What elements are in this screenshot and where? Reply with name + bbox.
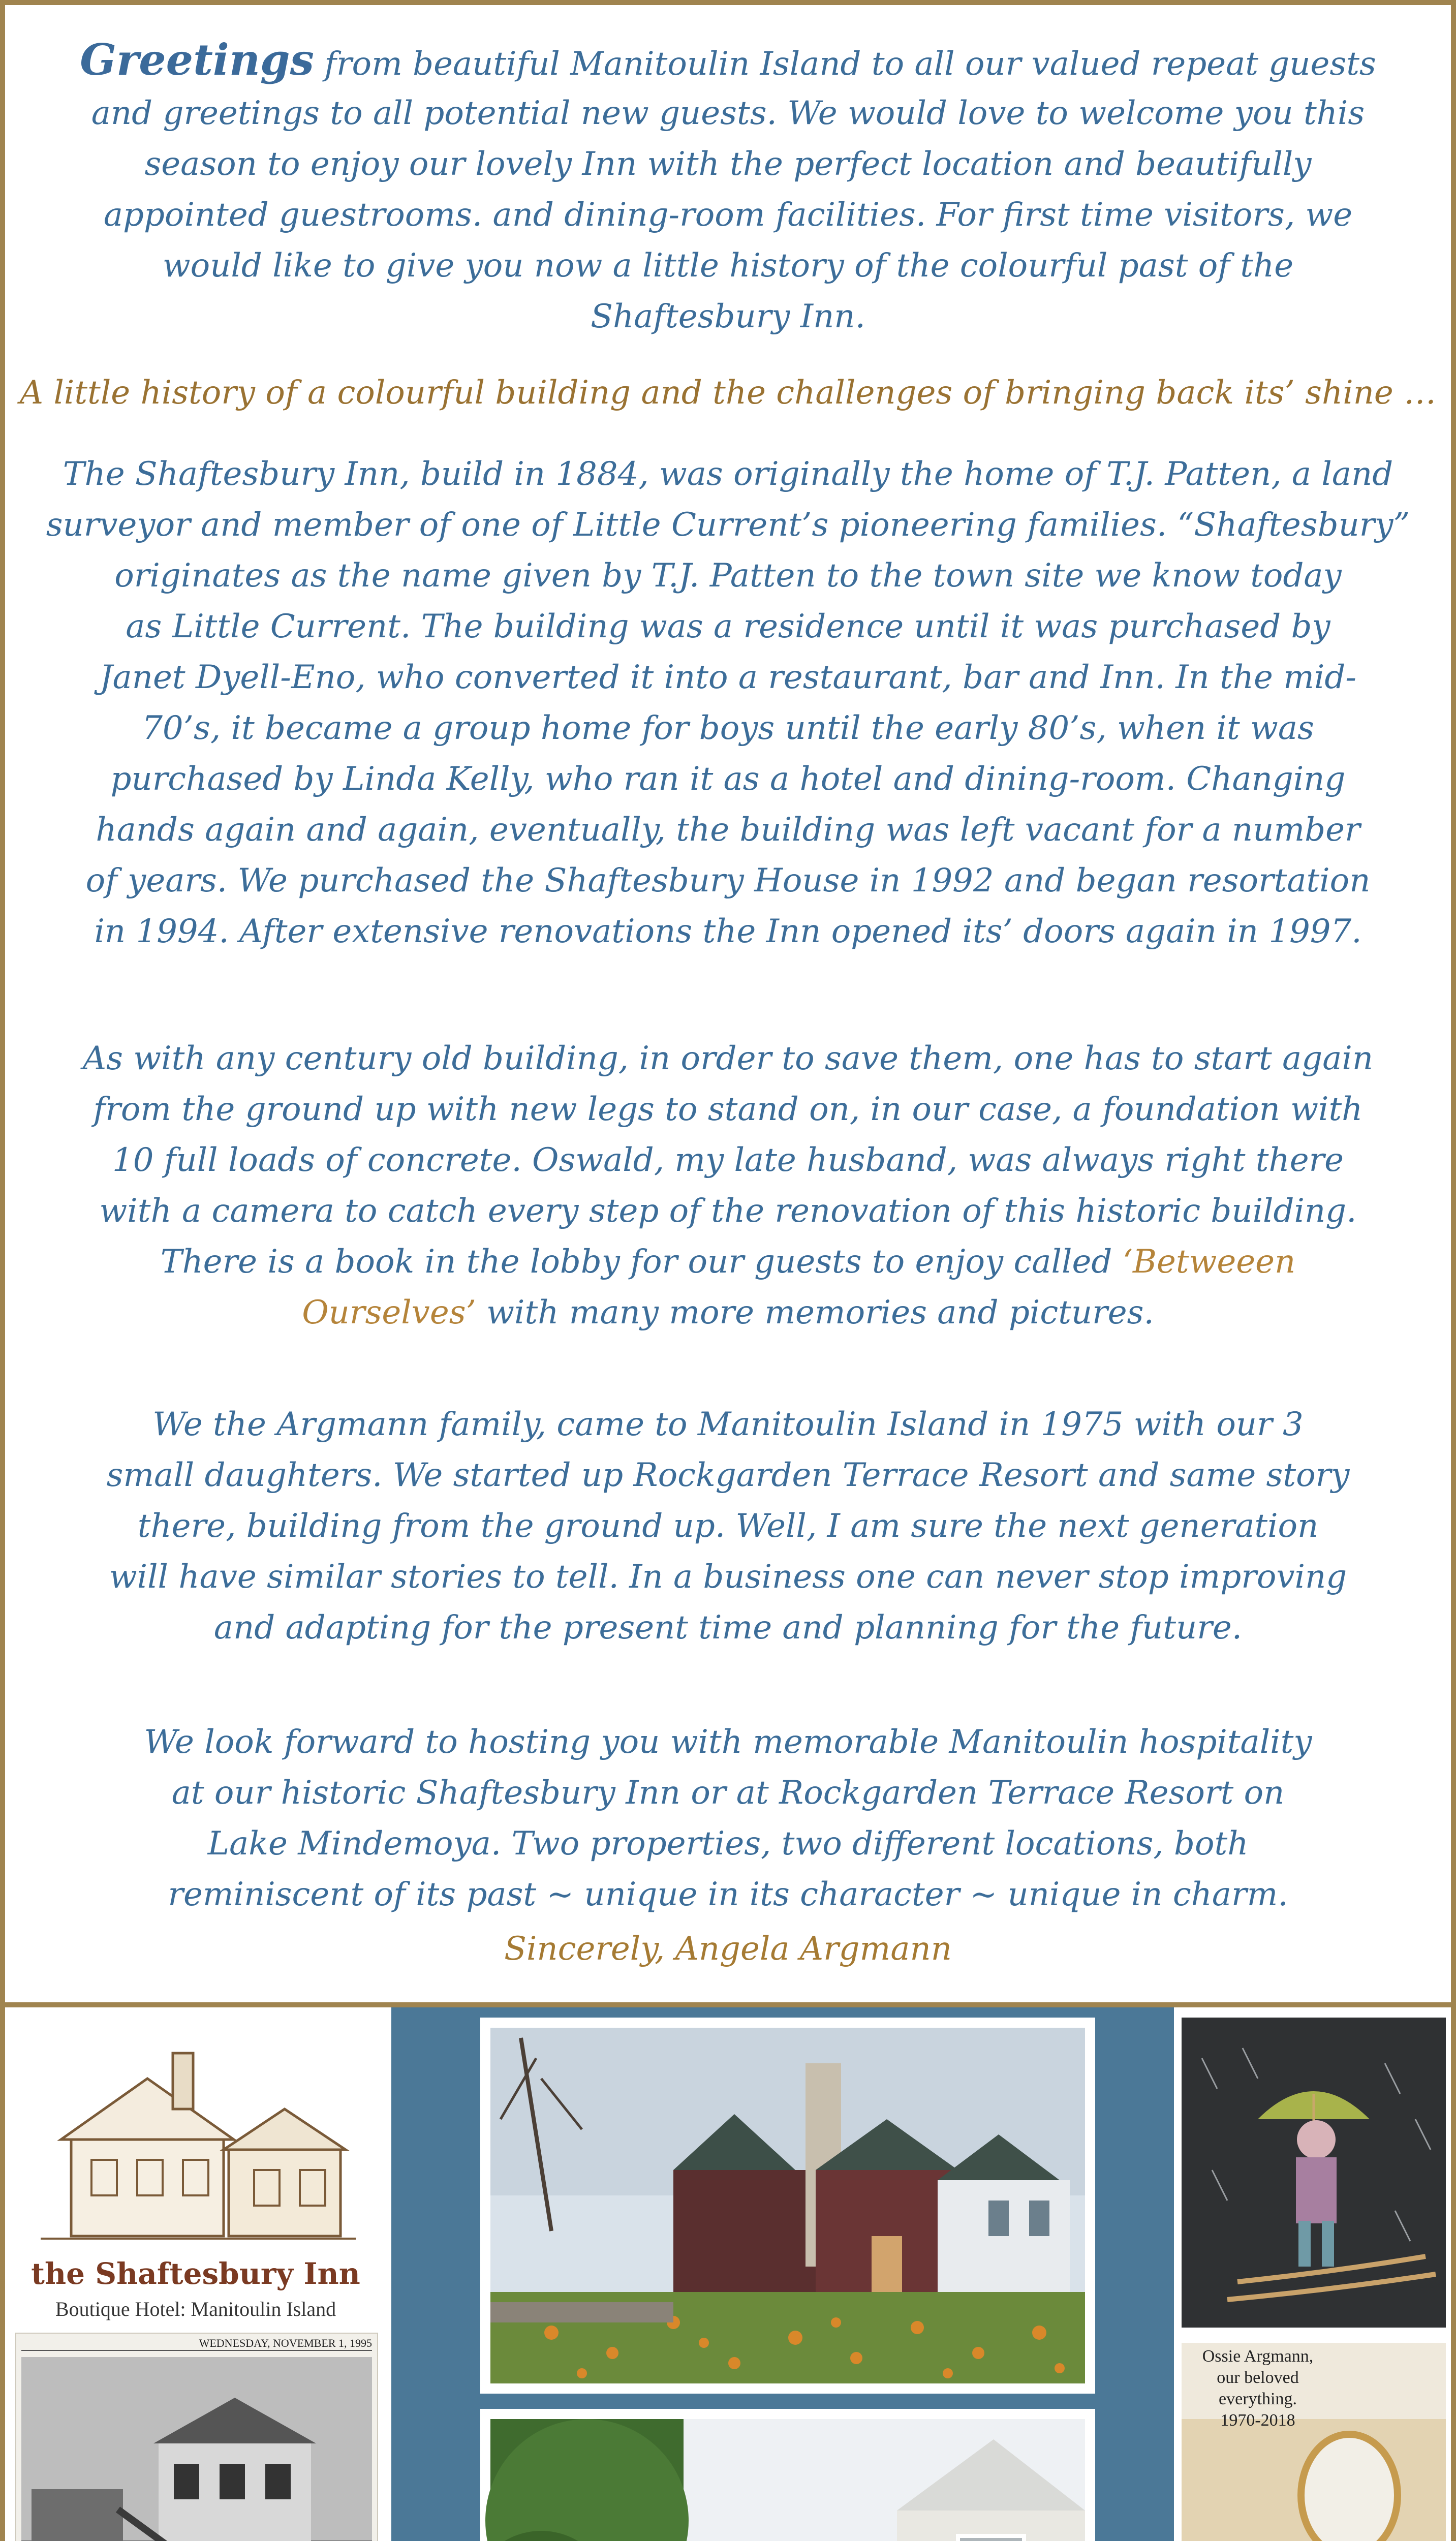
history-line: hands again and again, eventually, the building was left vacant for a number	[96, 811, 1360, 849]
intro-line-3: season to enjoy our lovely Inn with the perfect location and beautifully	[144, 145, 1312, 183]
greeting-word: Greetings	[80, 35, 314, 85]
renovation-line: 10 full loads of concrete. Oswald, my late husband, was always right there	[112, 1141, 1344, 1179]
chalk-art-photo	[1182, 2018, 1446, 2328]
intro-line-6: Shaftesbury Inn.	[591, 298, 865, 335]
closing-line: Lake Mindemoya. Two properties, two different locations, both	[207, 1825, 1249, 1863]
memorial-line: our beloved everything.	[1217, 2368, 1299, 2408]
history-line: in 1994. After extensive renovations the Inn opened its’ doors again in 1997.	[94, 913, 1362, 950]
family-line: there, building from the ground up. Well, I am sure the next generation	[137, 1507, 1319, 1545]
collage-left-column	[10, 2028, 381, 2541]
inn-sketch-illustration	[20, 2033, 371, 2256]
letter-panel	[5, 5, 1451, 2007]
memorial-text	[1182, 2346, 1334, 2431]
closing-line: reminiscent of its past ~ unique in its character ~ unique in charm.	[168, 1876, 1288, 1913]
renovation-line: from the ground up with new legs to stand on, in our case, a foundation with	[93, 1091, 1363, 1128]
family-line: will have similar stories to tell. In a business one can never stop improving	[109, 1558, 1347, 1596]
renovation-photo	[480, 2018, 1095, 2394]
inn-logo-text: the Shaftesbury Inn	[31, 2256, 360, 2291]
inn-tagline: Boutique Hotel: Manitoulin Island	[55, 2298, 336, 2320]
family-line: We the Argmann family, came to Manitoulin Island in 1975 with our 3	[152, 1406, 1304, 1443]
intro-line-1	[15, 36, 1441, 88]
inn-present-photo	[480, 2409, 1095, 2541]
closing-line: at our historic Shaftesbury Inn or at Rockgarden Terrace Resort on	[171, 1774, 1285, 1812]
renovation-line-6-text: with many more memories and pictures.	[476, 1294, 1154, 1331]
closing-line: We look forward to hosting you with memorable Manitoulin hospitality	[144, 1723, 1312, 1761]
family-line: small daughters. We started up Rockgarden Terrace Resort and same story	[106, 1457, 1350, 1494]
newspaper-date: WEDNESDAY, NOVEMBER 1, 1995	[21, 2337, 372, 2351]
renovation-line: As with any century old building, in order to save them, one has to start again	[82, 1040, 1374, 1077]
history-line: of years. We purchased the Shaftesbury House in 1992 and began resortation	[85, 862, 1371, 900]
renovation-line: with a camera to catch every step of the renovation of this historic building.	[99, 1192, 1357, 1230]
history-subtitle: A little history of a colourful building and the challenges of bringing back its’ shine …	[19, 374, 1437, 412]
book-title-part-2: Ourselves’	[302, 1294, 476, 1331]
memorial-photo	[1182, 2343, 1446, 2541]
newspaper-clipping	[15, 2333, 378, 2541]
photo-collage	[5, 2007, 1451, 2541]
history-line: surveyor and member of one of Little Current’s pioneering families. “Shaftesbury”	[46, 506, 1410, 544]
newspaper-photo	[21, 2357, 372, 2541]
family-line: and adapting for the present time and planning for the future.	[213, 1609, 1243, 1647]
intro-line-1-rest: from beautiful Manitoulin Island to all our valued repeat guests	[314, 45, 1376, 83]
history-line: as Little Current. The building was a residence until it was purchased by	[126, 608, 1330, 645]
history-line: 70’s, it became a group home for boys until the early 80’s, when it was	[142, 709, 1314, 747]
intro-line-2: and greetings to all potential new guests. We would love to welcome you this	[91, 95, 1365, 132]
book-title-part-1: ‘Betweeen	[1122, 1243, 1296, 1281]
renovation-line-6	[15, 1288, 1441, 1337]
memorial-line: 1970-2018	[1220, 2411, 1295, 2430]
renovation-line-5	[15, 1237, 1441, 1286]
history-line: originates as the name given by T.J. Patten to the town site we know today	[114, 557, 1342, 595]
renovation-line-5-text: There is a book in the lobby for our guests to enjoy called	[160, 1243, 1123, 1281]
history-line: The Shaftesbury Inn, build in 1884, was originally the home of T.J. Patten, a land	[63, 455, 1393, 493]
intro-line-5: would like to give you now a little history of the colourful past of the	[162, 247, 1294, 285]
signature: Sincerely, Angela Argmann	[504, 1930, 952, 1968]
history-line: Janet Dyell-Eno, who converted it into a restaurant, bar and Inn. In the mid-	[99, 659, 1357, 696]
history-line: purchased by Linda Kelly, who ran it as a hotel and dining-room. Changing	[110, 760, 1346, 798]
intro-line-4: appointed guestrooms. and dining-room facilities. For first time visitors, we	[103, 196, 1353, 234]
memorial-line: Ossie Argmann,	[1202, 2347, 1314, 2366]
